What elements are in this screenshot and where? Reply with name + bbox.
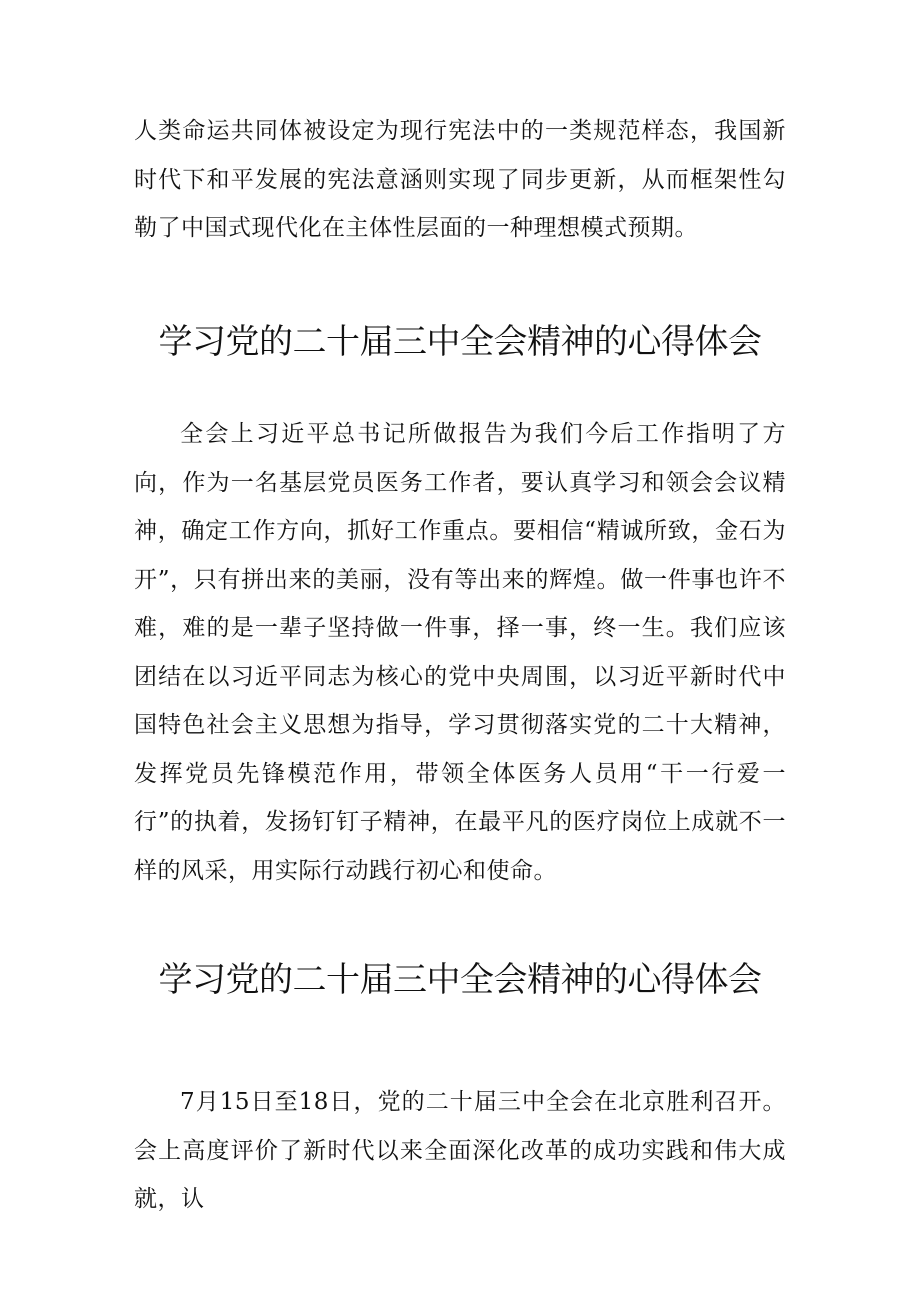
body-paragraph: 全会上习近平总书记所做报告为我们今后工作指明了方向，作为一名基层党员医务工作者，要认真学习和领会会议精神，确定工作方向，抓好工作重点。要相信“精诚所致，金石为开”，只有拼出来的美丽，没有等出来的辉煌。做一件事也许不难，难的是一辈子坚持做一件事，择一事，终一生。我们应该团结在以习近平同志为核心的党中央周围，以习近平新时代中国特色社会主义思想为指导，学习贯彻落实党的二十大精神，发挥党员先锋模范作用，带领全体医务人员用“干一行爱一行”的执着，发扬钉钉子精神，在最平凡的医疗岗位上成就不一样的风采，用实际行动践行初心和使命。 <box>134 421 786 884</box>
section-heading: 学习党的二十届三中全会精神的心得体会 <box>158 322 762 362</box>
body-paragraph-continuation: 人类命运共同体被设定为现行宪法中的一类规范样态，我国新时代下和平发展的宪法意涵则实现了同步更新，从而框架性勾勒了中国式现代化在主体性层面的一种理想模式预期。 <box>134 118 786 241</box>
body-paragraph: 7月15日至18日，党的二十届三中全会在北京胜利召开。会上高度评价了新时代以来全面深化改革的成功实践和伟大成就，认 <box>134 1089 786 1212</box>
section-heading: 学习党的二十届三中全会精神的心得体会 <box>158 960 762 1000</box>
